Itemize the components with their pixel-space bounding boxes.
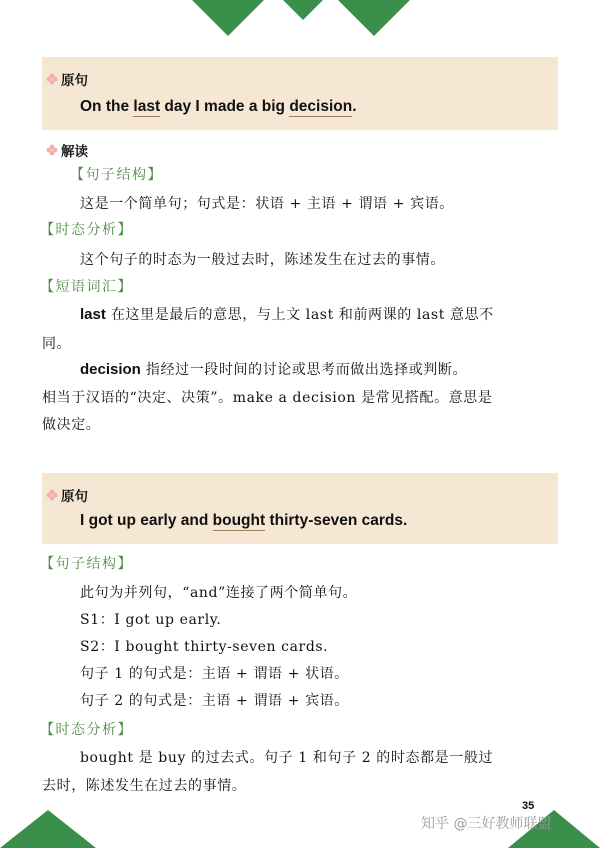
tense2-line-1: bought 是 buy 的过去式。句子 1 和句子 2 的时态都是一般过 [80, 750, 494, 766]
tense-tag: 【时态分析】 [40, 222, 133, 238]
analysis-header [46, 140, 88, 160]
top-triangle-middle [283, 0, 323, 20]
sentence-text: I got up early and [80, 512, 213, 529]
vocab-text: 在这里是最后的意思，与上文 last 和前两课的 last 意思不 [105, 307, 494, 323]
top-triangle-right [338, 0, 410, 36]
sentence-text: day I made a big [160, 98, 290, 115]
tense-tag-2: 【时态分析】 [40, 722, 133, 738]
original-sentence-header-2 [46, 485, 88, 505]
structure2-line-4: 句子 1 的句式是：主语 + 谓语 + 状语。 [80, 666, 349, 682]
structure2-line-1: 此句为并列句，“and”连接了两个简单句。 [80, 585, 358, 601]
vocab-last-line-1 [80, 304, 494, 324]
analysis-label: 解读 [61, 144, 88, 160]
structure2-line-3: S2：I bought thirty-seven cards. [80, 639, 329, 655]
structure-text: 这是一个简单句；句式是：状语 + 主语 + 谓语 + 宾语。 [80, 196, 454, 212]
original-sentence-2 [80, 512, 407, 530]
tense-text: 这个句子的时态为一般过去时，陈述发生在过去的事情。 [80, 252, 445, 268]
watermark: 知乎 @三好教师联盟 [421, 816, 552, 832]
vocab-last-line-2: 同。 [42, 336, 72, 352]
page-number: 35 [522, 800, 535, 812]
sentence-text: thirty-seven cards. [265, 512, 408, 529]
original-sentence-box-1 [42, 57, 558, 130]
vocab-word-decision: decision [80, 361, 141, 378]
underlined-word-last: last [133, 98, 161, 115]
flower-icon [46, 489, 58, 501]
flower-icon [46, 144, 58, 156]
sentence-text: On the [80, 98, 134, 115]
vocab-tag: 【短语词汇】 [40, 279, 133, 295]
original-sentence-1 [80, 98, 357, 116]
tense2-line-2: 去时，陈述发生在过去的事情。 [42, 778, 247, 794]
vocab-decision-line-1 [80, 359, 467, 379]
vocab-decision-line-3: 做决定。 [42, 417, 101, 433]
structure2-line-2: S1：I got up early. [80, 612, 222, 628]
underlined-word-bought: bought [212, 512, 266, 529]
original-sentence-header-1 [46, 69, 88, 89]
vocab-word-last: last [80, 306, 106, 323]
structure2-line-5: 句子 2 的句式是：主语 + 谓语 + 宾语。 [80, 693, 349, 709]
structure-tag-2: 【句子结构】 [40, 556, 133, 572]
underlined-word-decision: decision [289, 98, 353, 115]
original-sentence-label: 原句 [61, 489, 88, 505]
original-sentence-label: 原句 [61, 73, 88, 89]
flower-icon [46, 73, 58, 85]
top-triangle-left [192, 0, 264, 36]
bottom-triangle-left [0, 810, 96, 848]
vocab-text: 指经过一段时间的讨论或思考而做出选择或判断。 [140, 362, 468, 378]
vocab-decision-line-2: 相当于汉语的“决定、决策”。make a decision 是常见搭配。意思是 [42, 390, 493, 406]
structure-tag: 【句子结构】 [70, 167, 163, 183]
original-sentence-box-2 [42, 473, 558, 544]
sentence-text: . [352, 98, 357, 115]
